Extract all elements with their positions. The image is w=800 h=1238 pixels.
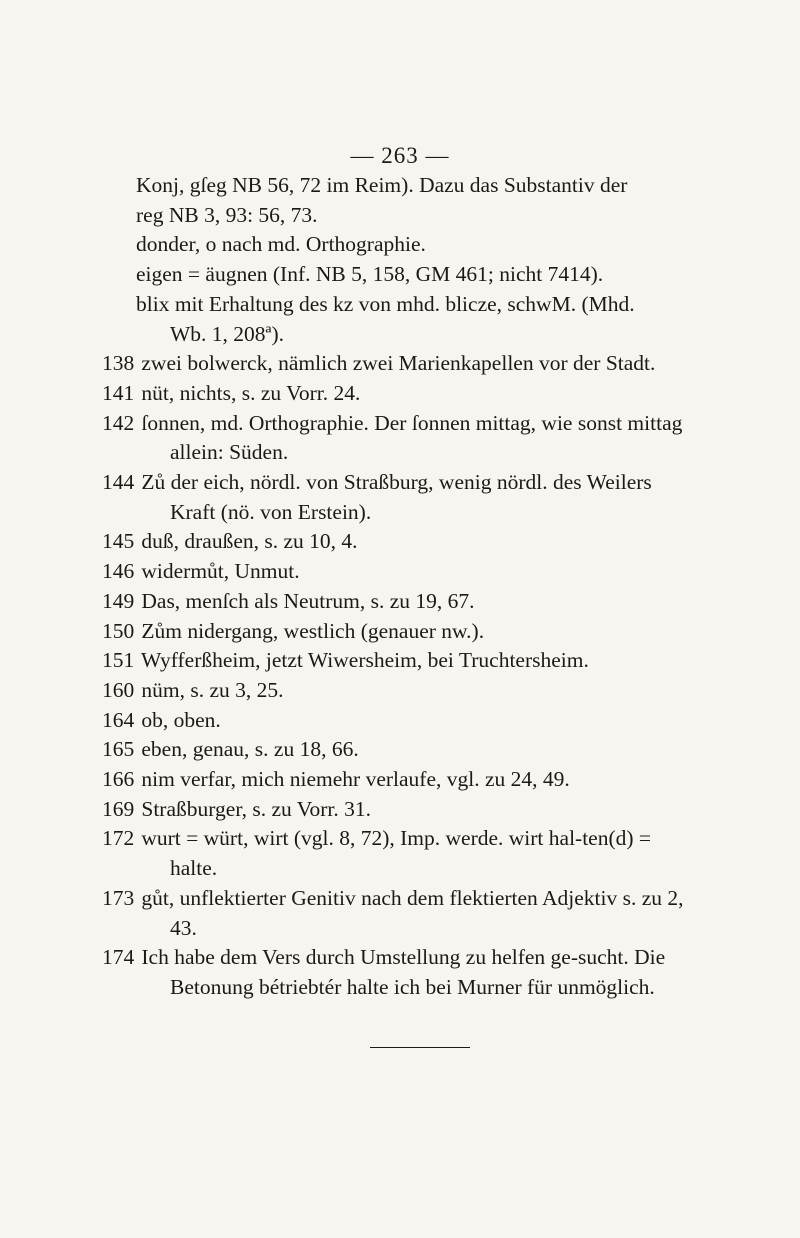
- end-rule: [370, 1047, 470, 1048]
- note-entry: 150 Zům nidergang, westlich (genauer nw.).: [102, 618, 485, 643]
- note-text: nüm, s. zu 3, 25.: [141, 677, 284, 702]
- note-text: widermůt, Unmut.: [141, 559, 300, 584]
- note-entry: 169 Straßburger, s. zu Vorr. 31.: [102, 796, 372, 821]
- note-text: eben, genau, s. zu 18, 66.: [141, 737, 359, 762]
- commentary-text: [102, 171, 696, 1003]
- note-entry: 151 Wyfferßheim, jetzt Wiwersheim, bei Truchtersheim.: [102, 648, 589, 673]
- note-text: nüt, nichts, s. zu Vorr. 24.: [141, 380, 361, 405]
- note-entry: 166 nim verfar, mich niemehr verlaufe, vgl. zu 24, 49.: [102, 767, 570, 792]
- note-text: Straßburger, s. zu Vorr. 31.: [141, 796, 372, 821]
- note-text: nim verfar, mich niemehr verlaufe, vgl. zu 24, 49.: [141, 767, 570, 792]
- note-entry: 144 Zů der eich, nördl. von Straßburg, wenig nördl. des Weilers Kraft (nö. von Erstein).: [102, 470, 652, 524]
- note-entry: 160 nüm, s. zu 3, 25.: [102, 677, 284, 702]
- continuation-line: Wb. 1, 208ª).: [170, 321, 285, 346]
- note-text: Ich habe dem Vers durch Umstellung zu helfen ge-sucht. Die Betonung bétriebtér halte ich bei Murner für unmöglich.: [141, 945, 666, 999]
- continuation-line: Konj, gſeg NB 56, 72 im Reim). Dazu das Substantiv der: [136, 173, 628, 197]
- note-text: wurt = würt, wirt (vgl. 8, 72), Imp. werde. wirt hal-ten(d) = halte.: [141, 826, 652, 881]
- note-text: ob, oben.: [141, 707, 221, 732]
- note-entry: 146 widermůt, Unmut.: [102, 559, 300, 584]
- continuation-line: eigen = äugnen (Inf. NB 5, 158, GM 461; nicht 7414).: [136, 262, 604, 287]
- note-text: zwei bolwerck, nämlich zwei Marienkapellen vor der Stadt.: [141, 351, 656, 376]
- note-text: gůt, unflektierter Genitiv nach dem flektierten Adjektiv s. zu 2, 43.: [141, 885, 684, 940]
- note-entry: 174 Ich habe dem Vers durch Umstellung zu helfen ge-sucht. Die Betonung bétriebtér halte ich bei Murner für unmöglich.: [102, 945, 666, 999]
- note-text: Zů der eich, nördl. von Straßburg, wenig nördl. des Weilers Kraft (nö. von Erstein).: [141, 470, 652, 524]
- note-text: ſonnen, md. Orthographie. Der ſonnen mittag, wie sonst mittag allein: Süden.: [141, 410, 683, 465]
- note-entry: 164 ob, oben.: [102, 707, 221, 732]
- note-entry: 142 ſonnen, md. Orthographie. Der ſonnen mittag, wie sonst mittag allein: Süden.: [102, 410, 683, 465]
- note-text: Zům nidergang, westlich (genauer nw.).: [141, 618, 485, 643]
- entry-list: [102, 349, 696, 1002]
- note-entry: 138 zwei bolwerck, nämlich zwei Marienkapellen vor der Stadt.: [102, 351, 656, 376]
- continuation-line: blix mit Erhaltung des kz von mhd. blicze, schwM. (Mhd.: [136, 291, 635, 316]
- note-entry: 149 Das, menſch als Neutrum, s. zu 19, 67.: [102, 588, 475, 613]
- note-text: Das, menſch als Neutrum, s. zu 19, 67.: [141, 588, 475, 613]
- note-entry: 165 eben, genau, s. zu 18, 66.: [102, 737, 359, 762]
- note-text: duß, draußen, s. zu 10, 4.: [141, 529, 358, 554]
- note-entry: 172 wurt = würt, wirt (vgl. 8, 72), Imp. werde. wirt hal-ten(d) = halte.: [102, 826, 652, 881]
- continuation-line: donder, o nach md. Orthographie.: [136, 232, 426, 257]
- continuation-line: reg NB 3, 93: 56, 73.: [136, 202, 318, 227]
- note-entry: 145 duß, draußen, s. zu 10, 4.: [102, 529, 358, 554]
- note-entry: 173 gůt, unflektierter Genitiv nach dem flektierten Adjektiv s. zu 2, 43.: [102, 885, 684, 940]
- note-entry: 141 nüt, nichts, s. zu Vorr. 24.: [102, 380, 361, 405]
- page-number: — 263 —: [350, 143, 450, 168]
- note-text: Wyfferßheim, jetzt Wiwersheim, bei Truchtersheim.: [141, 648, 589, 673]
